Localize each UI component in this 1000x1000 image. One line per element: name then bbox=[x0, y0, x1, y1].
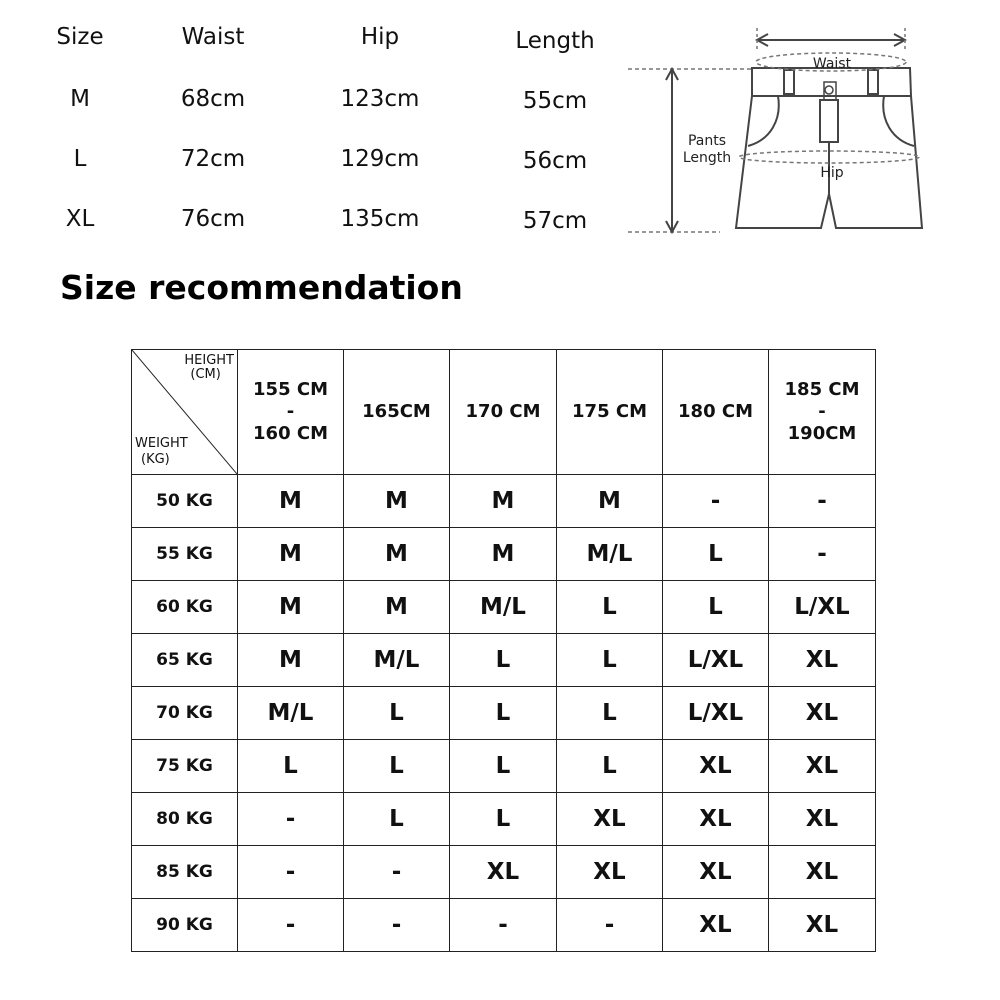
weight-unit: (KG) bbox=[141, 452, 170, 467]
size-cell: M bbox=[450, 475, 557, 528]
table-row bbox=[132, 687, 876, 740]
size-cell: - bbox=[557, 899, 663, 952]
size-cell: M bbox=[344, 528, 450, 581]
weight-cell: 80 KG bbox=[132, 793, 238, 846]
height-header: 155 CM - 160 CM bbox=[238, 350, 344, 475]
height-header: 185 CM - 190CM bbox=[769, 350, 876, 475]
table-row bbox=[132, 899, 876, 952]
length-arrow bbox=[666, 69, 678, 232]
length-label: Length bbox=[682, 150, 732, 166]
table-row bbox=[132, 740, 876, 793]
height-unit: (CM) bbox=[190, 367, 221, 382]
size-cell: M bbox=[344, 475, 450, 528]
hip-cell: 135cm bbox=[340, 206, 420, 232]
table-row bbox=[132, 528, 876, 581]
size-cell: XL bbox=[557, 793, 663, 846]
size-cell: L bbox=[557, 634, 663, 687]
waist-arrow bbox=[757, 34, 905, 46]
size-cell: L bbox=[450, 793, 557, 846]
weight-cell: 50 KG bbox=[132, 475, 238, 528]
corner-cell bbox=[132, 350, 238, 475]
size-cell: L bbox=[344, 687, 450, 740]
size-cell: XL bbox=[663, 740, 769, 793]
size-cell: L/XL bbox=[663, 687, 769, 740]
size-cell: - bbox=[238, 846, 344, 899]
size-cell: - bbox=[769, 475, 876, 528]
size-cell: - bbox=[769, 528, 876, 581]
size-cell: XL bbox=[663, 899, 769, 952]
size-cell: XL bbox=[769, 687, 876, 740]
size-cell: XL bbox=[769, 846, 876, 899]
size-cell: L bbox=[557, 740, 663, 793]
weight-cell: 75 KG bbox=[132, 740, 238, 793]
header-waist: Waist bbox=[181, 24, 245, 50]
table-header-row bbox=[132, 350, 876, 475]
size-cell: L bbox=[450, 634, 557, 687]
height-header: 175 CM bbox=[557, 350, 663, 475]
size-cell: L bbox=[344, 740, 450, 793]
size-cell: L bbox=[450, 740, 557, 793]
size-cell: XL bbox=[769, 740, 876, 793]
header-length: Length bbox=[515, 28, 595, 54]
size-cell: - bbox=[344, 846, 450, 899]
header-hip: Hip bbox=[360, 24, 400, 50]
hip-label: Hip bbox=[820, 165, 844, 181]
length-cell: 57cm bbox=[522, 208, 588, 234]
size-cell: M/L bbox=[557, 528, 663, 581]
size-cell: L bbox=[663, 528, 769, 581]
weight-cell: 85 KG bbox=[132, 846, 238, 899]
size-cell: XL bbox=[663, 846, 769, 899]
size-cell: M bbox=[70, 86, 90, 112]
size-cell: M bbox=[238, 634, 344, 687]
size-cell: - bbox=[450, 899, 557, 952]
size-cell: L bbox=[238, 740, 344, 793]
size-cell: L bbox=[557, 581, 663, 634]
size-cell: XL bbox=[769, 634, 876, 687]
size-cell: L bbox=[663, 581, 769, 634]
size-cell: M/L bbox=[450, 581, 557, 634]
table-row bbox=[132, 793, 876, 846]
height-label: HEIGHT bbox=[184, 353, 234, 368]
size-cell: XL bbox=[769, 793, 876, 846]
table-row bbox=[132, 846, 876, 899]
recommendation-title: Size recommendation bbox=[60, 268, 463, 307]
hip-cell: 129cm bbox=[340, 146, 420, 172]
size-cell: L/XL bbox=[663, 634, 769, 687]
size-cell: - bbox=[663, 475, 769, 528]
height-header: 165CM bbox=[344, 350, 450, 475]
size-cell: XL bbox=[450, 846, 557, 899]
size-cell: M bbox=[238, 475, 344, 528]
size-cell: XL bbox=[557, 846, 663, 899]
height-header: 180 CM bbox=[663, 350, 769, 475]
length-cell: 55cm bbox=[522, 88, 588, 114]
table-row bbox=[132, 581, 876, 634]
weight-cell: 70 KG bbox=[132, 687, 238, 740]
size-cell: M bbox=[238, 581, 344, 634]
size-cell: M bbox=[557, 475, 663, 528]
hip-cell: 123cm bbox=[340, 86, 420, 112]
weight-label: WEIGHT bbox=[135, 436, 188, 451]
height-header: 170 CM bbox=[450, 350, 557, 475]
waist-cell: 68cm bbox=[180, 86, 246, 112]
size-cell: M bbox=[344, 581, 450, 634]
size-cell: M bbox=[450, 528, 557, 581]
size-cell: XL bbox=[65, 206, 95, 232]
size-cell: M/L bbox=[238, 687, 344, 740]
size-cell: - bbox=[344, 899, 450, 952]
size-cell: XL bbox=[769, 899, 876, 952]
size-cell: M/L bbox=[344, 634, 450, 687]
header-size: Size bbox=[56, 24, 104, 50]
size-cell: XL bbox=[663, 793, 769, 846]
waist-label: Waist bbox=[812, 56, 852, 72]
waist-cell: 76cm bbox=[180, 206, 246, 232]
weight-cell: 65 KG bbox=[132, 634, 238, 687]
size-recommendation-table bbox=[131, 349, 876, 952]
size-cell: L bbox=[344, 793, 450, 846]
size-cell: - bbox=[238, 899, 344, 952]
size-cell: L bbox=[73, 146, 87, 172]
size-cell: M bbox=[238, 528, 344, 581]
weight-cell: 55 KG bbox=[132, 528, 238, 581]
weight-cell: 90 KG bbox=[132, 899, 238, 952]
pants-label: Pants bbox=[687, 133, 727, 149]
size-cell: L bbox=[557, 687, 663, 740]
table-row bbox=[132, 634, 876, 687]
length-cell: 56cm bbox=[522, 148, 588, 174]
size-cell: - bbox=[238, 793, 344, 846]
waist-cell: 72cm bbox=[180, 146, 246, 172]
weight-cell: 60 KG bbox=[132, 581, 238, 634]
size-cell: L bbox=[450, 687, 557, 740]
shorts-measurement-diagram bbox=[620, 20, 940, 240]
size-cell: L/XL bbox=[769, 581, 876, 634]
table-row bbox=[132, 475, 876, 528]
button-icon bbox=[825, 86, 833, 94]
shorts-outline-icon bbox=[736, 68, 922, 228]
